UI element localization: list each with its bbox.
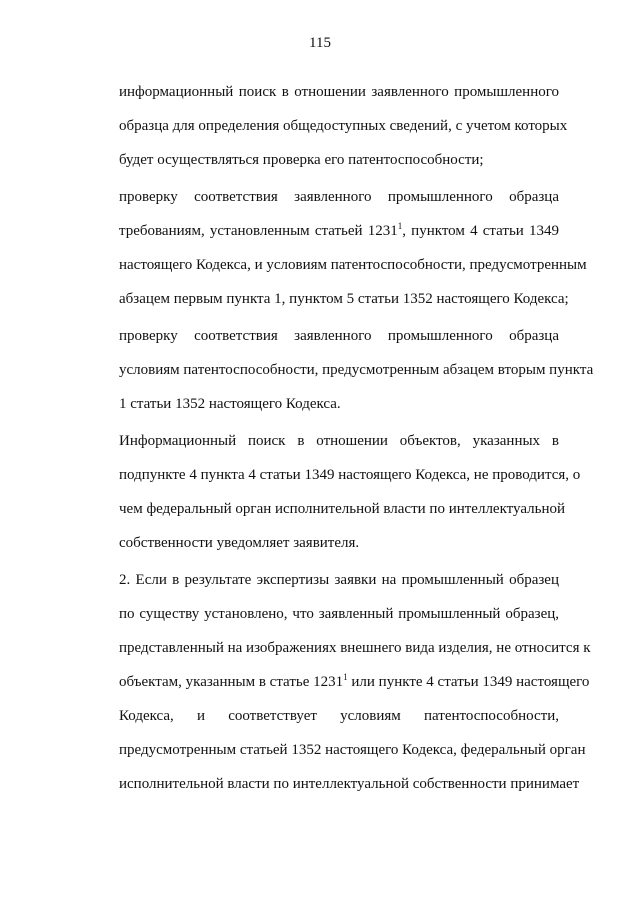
text-line: подпункте 4 пункта 4 статьи 1349 настоящего Кодекса, не проводится, о (119, 467, 581, 483)
text-line: образца для определения общедоступных сведений, с учетом которых (119, 118, 568, 134)
page-number: 115 (309, 35, 331, 51)
text-line: 2. Если в результате экспертизы заявки на промышленный образец (119, 572, 559, 588)
text-line: чем федеральный орган исполнительной власти по интеллектуальной (119, 501, 566, 517)
text-fragment: объектам, указанным в статье 1231 (119, 674, 344, 690)
text-line (79, 665, 590, 699)
paragraph-search-not-conducted (79, 424, 581, 560)
text-line: информационный поиск в отношении заявленного промышленного (119, 84, 559, 100)
text-line: исполнительной власти по интеллектуальной собственности принимает (119, 776, 580, 792)
document-body (79, 75, 594, 804)
text-line: абзацем первым пункта 1, пунктом 5 статьи 1352 настоящего Кодекса; (119, 291, 569, 307)
paragraph-check-requirements (79, 180, 587, 316)
superscript: 1 (397, 221, 403, 231)
text-line: предусмотренным статьей 1352 настоящего Кодекса, федеральный орган (119, 742, 586, 758)
text-line: будет осуществляться проверка его патентоспособности; (119, 152, 484, 168)
text-line (79, 214, 559, 248)
paragraph-check-conditions (79, 319, 594, 421)
text-line: Информационный поиск в отношении объектов, указанных в (119, 433, 559, 449)
text-line: настоящего Кодекса, и условиям патентоспособности, предусмотренным (119, 257, 587, 273)
text-line: по существу установлено, что заявленный промышленный образец, (119, 606, 559, 622)
text-line: Кодекса, и соответствует условиям патентоспособности, (119, 708, 559, 724)
text-fragment: или пункте 4 статьи 1349 настоящего (347, 674, 590, 690)
text-line: представленный на изображениях внешнего вида изделия, не относится к (119, 640, 591, 656)
text-line: проверку соответствия заявленного промышленного образца (119, 328, 559, 344)
text-line: проверку соответствия заявленного промышленного образца (119, 189, 559, 205)
text-line: условиям патентоспособности, предусмотренным абзацем вторым пункта (119, 362, 594, 378)
text-fragment: , пунктом 4 статьи 1349 (402, 223, 559, 239)
text-line: собственности уведомляет заявителя. (119, 535, 360, 551)
superscript: 1 (343, 672, 348, 682)
text-fragment: требованиям, установленным статьей 1231 (119, 223, 398, 239)
text-line: 1 статьи 1352 настоящего Кодекса. (119, 396, 341, 412)
paragraph-search (79, 75, 568, 177)
paragraph-point-2 (79, 563, 591, 801)
